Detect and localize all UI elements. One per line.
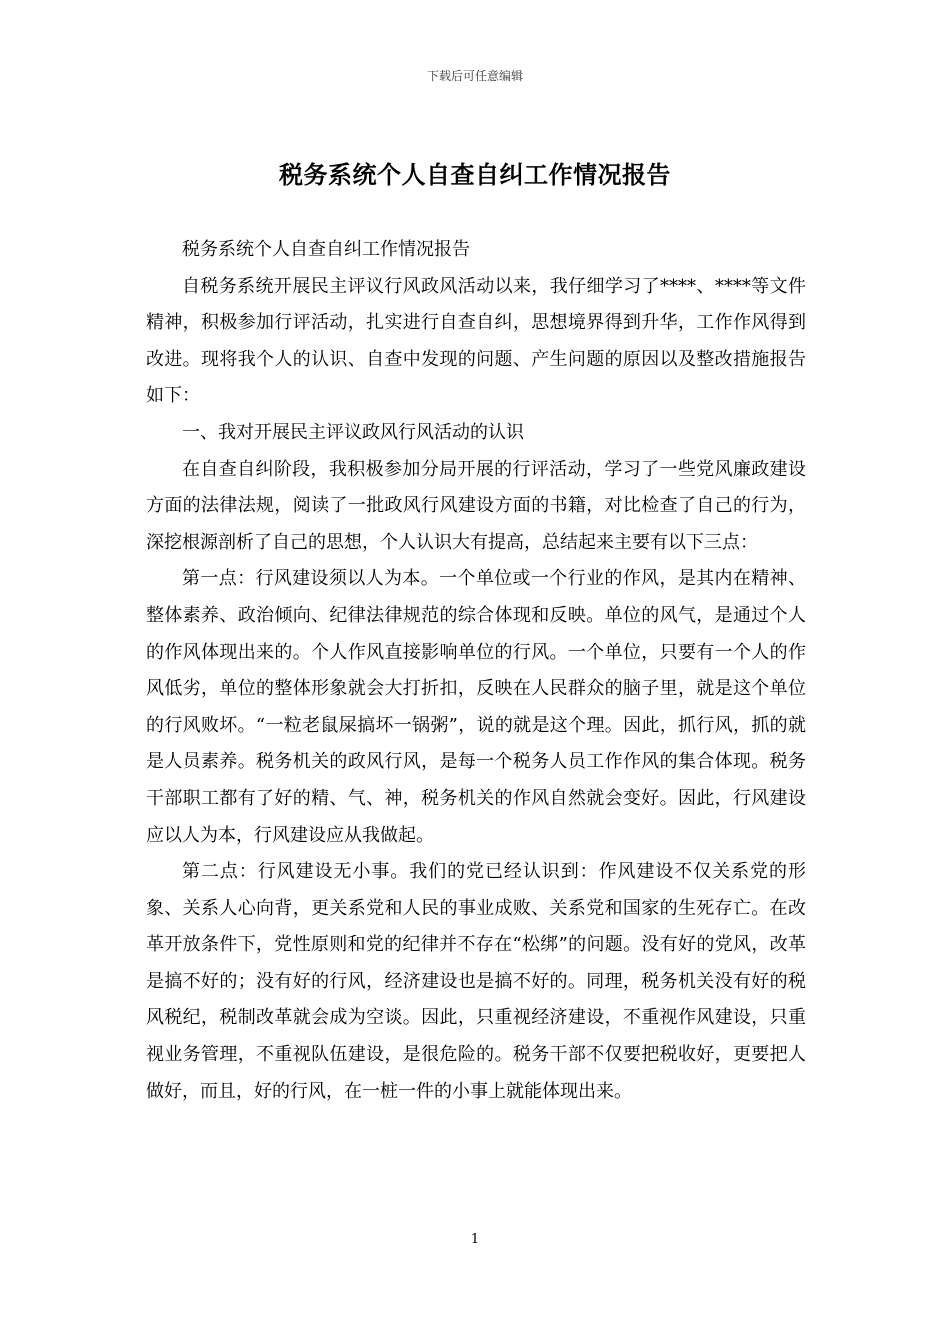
- paragraph-intro: 自税务系统开展民主评议行风政风活动以来，我仔细学习了****、****等文件精神，积极参加行评活动，扎实进行自查自纠，思想境界得到升华，工作作风得到改进。现将我个人的认识、自查中发现的问题、产生问题的原因以及整改措施报告如下：: [146, 275, 806, 407]
- paragraph-subtitle: 税务系统个人自查自纠工作情况报告: [182, 239, 470, 260]
- section-heading: 一、我对开展民主评议政风行风活动的认识: [182, 421, 524, 443]
- header-note: 下载后可任意编辑: [426, 69, 523, 83]
- document-body: [146, 232, 806, 1110]
- document-title: 税务系统个人自查自纠工作情况报告: [279, 160, 671, 189]
- paragraph-self-check: 在自查自纠阶段，我积极参加分局开展的行评活动，学习了一些党风廉政建设方面的法律法规，阅读了一批政风行风建设方面的书籍，对比检查了自己的行为，深挖根源剖析了自己的思想，个人认识大有提高，总结起来主要有以下三点：: [146, 458, 806, 553]
- paragraph-point-one: 第一点：行风建设须以人为本。一个单位或一个行业的作风，是其内在精神、整体素养、政治倾向、纪律法律规范的综合体现和反映。单位的风气，是通过个人的作风体现出来的。个人作风直接影响单位的行风。一个单位，只要有一个人的作风低劣，单位的整体形象就会大打折扣，反映在人民群众的脑子里，就是这个单位的行风败坏。“一粒老鼠屎搞坏一锅粥”，说的就是这个理。因此，抓行风，抓的就是人员素养。税务机关的政风行风，是每一个税务人员工作作风的集合体现。税务干部职工都有了好的精、气、神，税务机关的作风自然就会变好。因此，行风建设应以人为本，行风建设应从我做起。: [146, 568, 806, 846]
- page-number: 1: [470, 1232, 480, 1247]
- paragraph-point-two: 第二点：行风建设无小事。我们的党已经认识到：作风建设不仅关系党的形象、关系人心向背，更关系党和人民的事业成败、关系党和国家的生死存亡。在改革开放条件下，党性原则和党的纪律并不存在“松绑”的问题。没有好的党风，改革是搞不好的；没有好的行风，经济建设也是搞不好的。同理，税务机关没有好的税风税纪，税制改革就会成为空谈。因此，只重视经济建设，不重视作风建设，只重视业务管理，不重视队伍建设，是很危险的。税务干部不仅要把税收好，更要把人做好，而且，好的行风，在一桩一件的小事上就能体现出来。: [146, 861, 806, 1102]
